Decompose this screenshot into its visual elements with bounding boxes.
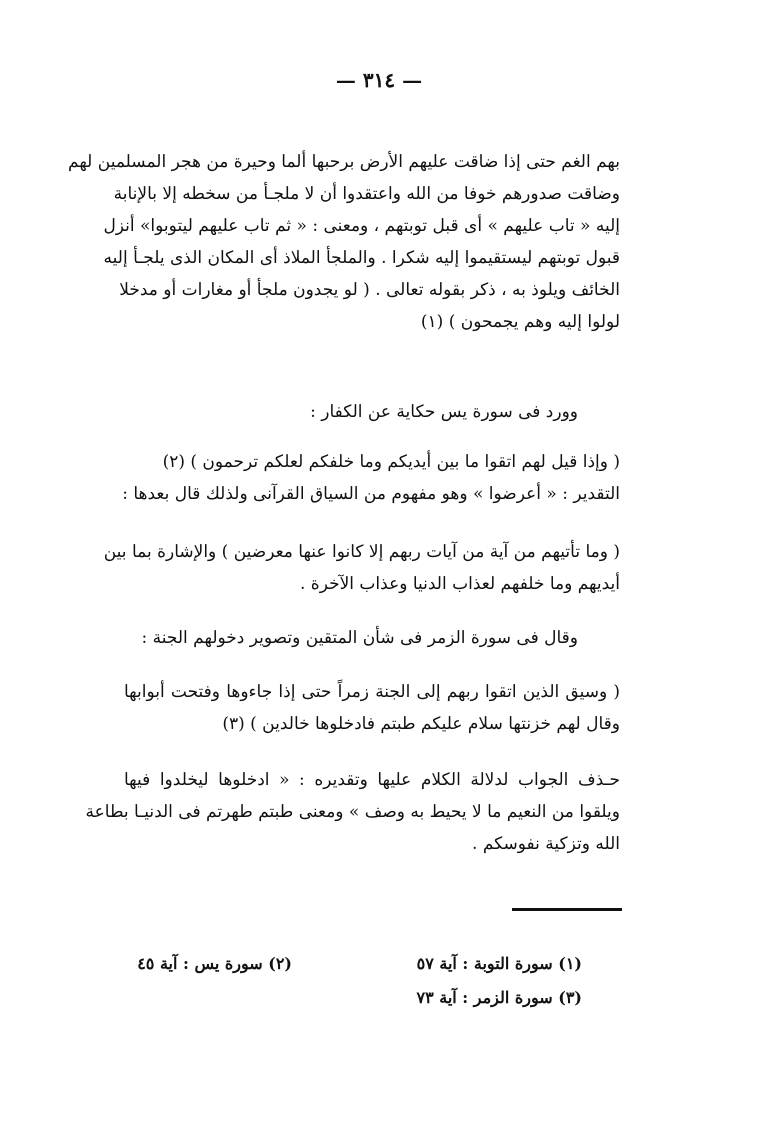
paragraph-4 [103, 536, 620, 600]
paragraph-2 [124, 396, 620, 428]
text-line: قبول توبتهم ليستقيموا إليه شكرا . والملجأ الملاذ أى المكان الذى يلجـأ إليه [103, 248, 620, 268]
footnote-divider [512, 908, 622, 911]
footnote-3: (٣) سورة الزمر : آية ٧٣ [416, 988, 582, 1007]
text-line: الخائف ويلوذ به ، ذكر بقوله تعالى . ( لو يجدون ملجأ أو مغارات أو مدخلا [119, 280, 620, 300]
text-line: إليه « تاب عليهم » أى قبل توبتهم ، ومعنى : « ثم تاب عليهم ليتوبوا» أنزل [103, 216, 620, 236]
text-line: الله وتزكية نفوسكم . [472, 834, 620, 854]
text-line: وقال لهم خزنتها سلام عليكم طبتم فادخلوها خالدين ) (٣) [222, 714, 620, 734]
paragraph-5 [124, 622, 620, 654]
text-line: وقال فى سورة الزمر فى شأن المتقين وتصوير دخولهم الجنة : [141, 628, 578, 648]
page-number: — ٣١٤ — [335, 68, 423, 92]
text-line: وورد فى سورة يس حكاية عن الكفار : [310, 402, 578, 422]
paragraph-1 [68, 146, 620, 338]
text-line: لولوا إليه وهم يجمحون ) (١) [420, 312, 620, 332]
text-line: أيديهم وما خلفهم لعذاب الدنيا وعذاب الآخرة . [300, 574, 620, 594]
text-line: حـذف الجواب لدلالة الكلام عليها وتقديره : « ادخلوها ليخلدوا فيها [124, 770, 620, 790]
text-line: وضاقت صدورهم خوفا من الله واعتقدوا أن لا ملجـأ من سخطه إلا بالإنابة [113, 184, 620, 204]
text-line: ( وإذا قيل لهم اتقوا ما بين أيديكم وما خلفكم لعلكم ترحمون ) (٢) [162, 452, 620, 472]
footnote-2: (٢) سورة يس : آية ٤٥ [137, 954, 292, 973]
paragraph-7 [85, 764, 620, 860]
text-line: ويلقوا من النعيم ما لا يحيط به وصف » ومعنى طبتم طهرتم فى الدنيـا بطاعة [85, 802, 620, 822]
text-line: ( وسيق الذين اتقوا ربهم إلى الجنة زمراً حتى إذا جاءوها وفتحت أبوابها [124, 682, 620, 702]
text-line: ( وما تأتيهم من آية من آيات ربهم إلا كانوا عنها معرضين ) والإشارة بما بين [103, 542, 620, 562]
paragraph-3 [124, 446, 620, 510]
text-line: بهم الغم حتى إذا ضاقت عليهم الأرض برحبها ألما وحيرة من هجر المسلمين لهم [68, 152, 620, 172]
text-line: التقدير : « أعرضوا » وهو مفهوم من السياق القرآنى ولذلك قال بعدها : [122, 484, 620, 504]
footnote-1: (١) سورة التوبة : آية ٥٧ [416, 954, 582, 973]
paragraph-6 [124, 676, 620, 740]
